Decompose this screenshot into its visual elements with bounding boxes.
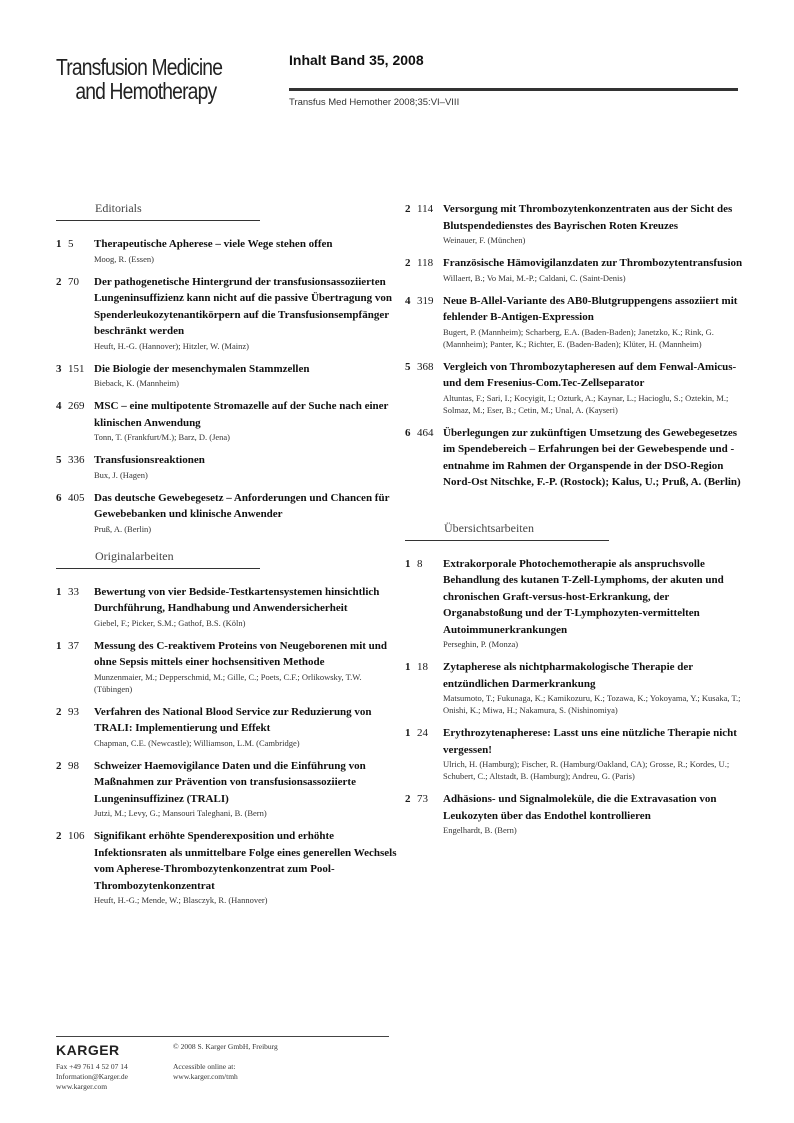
- article-authors: Munzenmaier, M.; Depperschmid, M.; Gille, C.; Poets, C.F.; Orlikowsky, T.W. (Tübingen): [94, 671, 362, 694]
- entry-reference: [405, 425, 434, 442]
- entry-reference: [405, 293, 434, 310]
- toc-entry[interactable]: [405, 791, 750, 836]
- article-authors: Bugert, P. (Mannheim); Scharberg, E.A. (Baden-Baden); Janetzko, K.; Rink, G. (Mannheim); Panter, K.; Richter, E. (Baden-Baden); Klüter, H. (Mannheim): [443, 326, 714, 349]
- page-number: 93: [68, 705, 79, 718]
- toc-entry[interactable]: [56, 704, 401, 749]
- page-number: 269: [68, 400, 85, 412]
- toc-entry[interactable]: [405, 293, 750, 350]
- page-number: 8: [417, 557, 423, 570]
- issue-number: 2: [405, 257, 411, 269]
- issue-number: 1: [405, 557, 411, 570]
- article-title[interactable]: MSC – eine multipotente Stromazelle auf der Suche nach einer klinischen Anwendung: [94, 400, 389, 429]
- article-title[interactable]: Schweizer Haemovigilance Daten und die Einführung von Maßnahmen zur Prävention von transfusionsassoziierte Lungeninsuffizinez (TRALI): [94, 759, 366, 805]
- article-authors: Pruß, A. (Berlin): [94, 523, 152, 534]
- article-title[interactable]: Erythrozytenapherese: Lasst uns eine nützliche Therapie nicht vergessen!: [443, 727, 737, 756]
- toc-entry[interactable]: [56, 758, 401, 820]
- article-title[interactable]: Verfahren des National Blood Service zur Reduzierung von TRALI: Implementierung und Effekt: [94, 705, 372, 734]
- toc-entry[interactable]: [405, 725, 750, 782]
- section-heading: Editorials: [56, 201, 260, 221]
- issue-number: 1: [56, 238, 62, 250]
- article-title[interactable]: Die Biologie der mesenchymalen Stammzellen: [94, 362, 310, 375]
- journal-url-link[interactable]: www.karger.com/tmh: [173, 1072, 238, 1081]
- article-authors: Moog, R. (Essen): [94, 253, 154, 264]
- article-authors: Matsumoto, T.; Fukunaga, K.; Kamikozuru, K.; Tozawa, K.; Yokoyama, Y.; Kusaka, T.; Onishi, K.; Miwa, H.; Nakamura, S. (Nishinomiya): [443, 693, 741, 715]
- article-authors: Giebel, F.; Picker, S.M.; Gathof, B.S. (Köln): [94, 617, 246, 628]
- page-number: 18: [417, 661, 428, 673]
- page-number: 37: [68, 639, 79, 652]
- issue-number: 4: [405, 294, 411, 307]
- article-title[interactable]: Zytapherese als nichtpharmakologische Therapie der entzündlichen Darmerkrankung: [443, 661, 693, 690]
- article-title[interactable]: Versorgung mit Thrombozytenkonzentraten aus der Sicht des Blutspendedienstes des Bayrischen Roten Kreuzes: [443, 203, 733, 232]
- toc-entry[interactable]: [405, 659, 750, 716]
- entry-reference: [56, 274, 79, 291]
- entry-reference: [405, 359, 434, 376]
- entry-reference: [56, 584, 79, 601]
- entry-reference: [56, 638, 79, 655]
- page-number: 405: [68, 491, 85, 504]
- issue-number: 2: [56, 275, 62, 288]
- toc-entry[interactable]: [56, 638, 401, 695]
- toc-entry[interactable]: [405, 255, 750, 284]
- article-authors: Chapman, C.E. (Newcastle); Williamson, L.M. (Cambridge): [94, 737, 300, 748]
- right-column: [405, 201, 750, 846]
- entry-reference: [56, 828, 85, 845]
- fax-number: Fax +49 761 4 52 07 14: [56, 1062, 128, 1071]
- entry-reference: [405, 201, 433, 218]
- issue-number: 2: [405, 203, 411, 215]
- issue-number: 6: [405, 426, 411, 439]
- toc-entry[interactable]: [56, 398, 401, 443]
- toc-entry[interactable]: [405, 556, 750, 651]
- article-title[interactable]: Messung des C-reaktivem Proteins von Neugeborenen mit und ohne Sepsis mittels einer hochsensitiven Methode: [94, 639, 388, 668]
- toc-entry[interactable]: [405, 359, 750, 416]
- issue-number: 3: [56, 362, 62, 375]
- website-link[interactable]: www.karger.com: [56, 1082, 108, 1091]
- journal-logo: [56, 55, 224, 103]
- article-authors: Bieback, K. (Mannheim): [94, 378, 179, 388]
- article-title[interactable]: Transfusionsreaktionen: [94, 454, 205, 466]
- issue-number: 2: [56, 705, 62, 718]
- page-number: 368: [417, 360, 434, 373]
- publisher-logo: KARGER: [56, 1042, 120, 1058]
- entry-reference: [405, 556, 423, 573]
- page-number: 73: [417, 793, 428, 805]
- issue-number: 1: [405, 661, 411, 673]
- toc-entry[interactable]: [56, 236, 401, 265]
- entry-reference: [405, 659, 428, 676]
- article-authors: Perseghin, P. (Monza): [443, 639, 519, 649]
- issue-number: 1: [56, 585, 62, 598]
- article-title[interactable]: Signifikant erhöhte Spenderexposition und erhöhte Infektionsraten als unmittelbare Folge eines generellen Wechsels vom Apherese-Thrombozytenkonzentrat zum Pool-Thrombozytenkonzentrat: [94, 830, 397, 892]
- page-number: 464: [417, 426, 434, 439]
- article-authors: Jutzi, M.; Levy, G.; Mansouri Taleghani, B. (Bern): [94, 808, 267, 818]
- entry-reference: [56, 236, 74, 253]
- issue-number: 5: [405, 360, 411, 373]
- article-title[interactable]: Neue B-Allel-Variante des AB0-Blutgruppengens assoziiert mit fehlender B-Antigen-Expression: [443, 294, 738, 323]
- page-number: 24: [417, 727, 428, 739]
- left-column: [56, 201, 401, 916]
- entry-reference: [405, 725, 428, 742]
- issue-number: 1: [405, 727, 411, 739]
- issue-number: 1: [56, 639, 62, 652]
- toc-entry[interactable]: [56, 274, 401, 352]
- entry-reference: [56, 452, 85, 469]
- toc-section: [56, 201, 401, 535]
- entry-reference: [56, 398, 85, 415]
- article-title[interactable]: Extrakorporale Photochemotherapie als anspruchsvolle Behandlung des kutanen T-Zell-Lymphoms, der akuten und chronischen Graft-versus-host-Erkrankung, der Organabstoßung und der T-Lymphozyten-vermittelten Autoimmunerkrankungen: [443, 557, 724, 636]
- toc-section: [405, 521, 750, 837]
- toc-section: [56, 549, 401, 907]
- publisher-info: [173, 1042, 278, 1082]
- article-authors: Bux, J. (Hagen): [94, 469, 148, 480]
- section-heading: Übersichtsarbeiten: [405, 521, 609, 541]
- copyright-notice: © 2008 S. Karger GmbH, Freiburg: [173, 1042, 278, 1051]
- page-number: 98: [68, 759, 79, 772]
- article-authors: Tonn, T. (Frankfurt/M.); Barz, D. (Jena): [94, 432, 230, 442]
- page-number: 5: [68, 238, 74, 250]
- toc-section: [405, 201, 750, 491]
- issue-number: 2: [56, 759, 62, 772]
- accessible-label: Accessible online at:: [173, 1062, 236, 1071]
- page-number: 114: [417, 203, 434, 215]
- article-title[interactable]: Adhäsions- und Signalmoleküle, die die Extravasation von Leukozyten über das Endothel kontrollieren: [443, 793, 717, 822]
- toc-entry[interactable]: [56, 490, 401, 535]
- toc-entry[interactable]: [56, 584, 401, 629]
- toc-entry[interactable]: [405, 201, 750, 246]
- issue-number: 2: [56, 830, 62, 842]
- publisher-contact: [56, 1062, 128, 1092]
- page-number: 336: [68, 454, 85, 466]
- article-authors: Willaert, B.; Vo Mai, M.-P.; Caldani, C. (Saint-Denis): [443, 272, 626, 283]
- logo-line-1: Transfusion Medicine: [56, 54, 223, 80]
- article-authors: Altuntas, F.; Sari, I.; Kocyigit, I.; Ozturk, A.; Kaynar, L.; Hacioglu, S.; Oztekin, M.; Solmaz, M.; Eser, B.; Cetin, M.; Unal, A. (Kayseri): [443, 392, 729, 415]
- entry-reference: [405, 255, 433, 272]
- page-number: 319: [417, 294, 434, 307]
- toc-entry[interactable]: [56, 452, 401, 481]
- article-authors: Heuft, H.-G. (Hannover); Hitzler, W. (Mainz): [94, 340, 249, 351]
- logo-line-2: and Hemotherapy: [75, 78, 217, 104]
- issue-number: 4: [56, 400, 62, 412]
- article-title[interactable]: Das deutsche Gewebegesetz – Anforderungen und Chancen für Gewebebanken und klinische Anwender: [94, 491, 390, 520]
- email-link[interactable]: Information@Karger.de: [56, 1072, 128, 1081]
- entry-reference: [56, 361, 85, 378]
- journal-citation: Transfus Med Hemother 2008;35:VI–VIII: [289, 97, 460, 108]
- toc-entry[interactable]: [56, 361, 401, 390]
- entry-reference: [405, 791, 428, 808]
- article-title[interactable]: Bewertung von vier Bedside-Testkartensystemen hinsichtlich Durchführung, Handhabung und Anwendersicherheit: [94, 585, 380, 614]
- page-number: 70: [68, 275, 79, 288]
- page-number: 106: [68, 830, 85, 842]
- article-title[interactable]: Therapeutische Apherese – viele Wege stehen offen: [94, 238, 333, 250]
- issue-number: 5: [56, 454, 62, 466]
- footer-rule: [56, 1036, 389, 1037]
- entry-reference: [56, 490, 85, 507]
- article-authors: Heuft, H.-G.; Mende, W.; Blasczyk, R. (Hannover): [94, 895, 268, 905]
- section-heading: Originalarbeiten: [56, 549, 260, 569]
- issue-title: Inhalt Band 35, 2008: [289, 52, 424, 68]
- article-title[interactable]: Der pathogenetische Hintergrund der transfusionsassoziierten Lungeninsuffizienz kann nicht auf die passive Übertragung von Spenderleukozytenantikörpern auf die Transfusionsempfänger beschränkt werden: [94, 275, 392, 337]
- entry-reference: [56, 758, 79, 775]
- page-number: 151: [68, 362, 85, 375]
- header-rule: [289, 88, 738, 91]
- entry-reference: [56, 704, 79, 721]
- article-title[interactable]: Französische Hämovigilanzdaten zur Thrombozytentransfusion: [443, 257, 743, 269]
- article-title[interactable]: Vergleich von Thrombozytapheresen auf dem Fenwal-Amicus- und dem Fresenius-Com.Tec-Zellseparator: [443, 360, 737, 389]
- article-authors: Ulrich, H. (Hamburg); Fischer, R. (Hamburg/Oakland, CA); Grosse, R.; Kordes, U.; Schubert, C.; Altstadt, B. (Hamburg); Andreu, G. (Paris): [443, 759, 730, 781]
- toc-entry[interactable]: [405, 425, 750, 491]
- article-authors: Engelhardt, B. (Bern): [443, 825, 517, 835]
- toc-entry[interactable]: [56, 828, 401, 906]
- page-number: 118: [417, 257, 434, 269]
- issue-number: 2: [405, 793, 411, 805]
- article-authors: Weinauer, F. (München): [443, 235, 526, 245]
- article-title[interactable]: Überlegungen zur zukünftigen Umsetzung des Gewebegesetzes im Spendebereich – Erfahrungen bei der Gewebespende und -entnahme im Rahmen der Organspende in der DSO-Region Nord-Ost Nitschke, F.-P. (Rostock); Kalus, U.; Pruß, A. (Berlin): [443, 426, 741, 488]
- issue-number: 6: [56, 491, 62, 504]
- page-number: 33: [68, 585, 79, 598]
